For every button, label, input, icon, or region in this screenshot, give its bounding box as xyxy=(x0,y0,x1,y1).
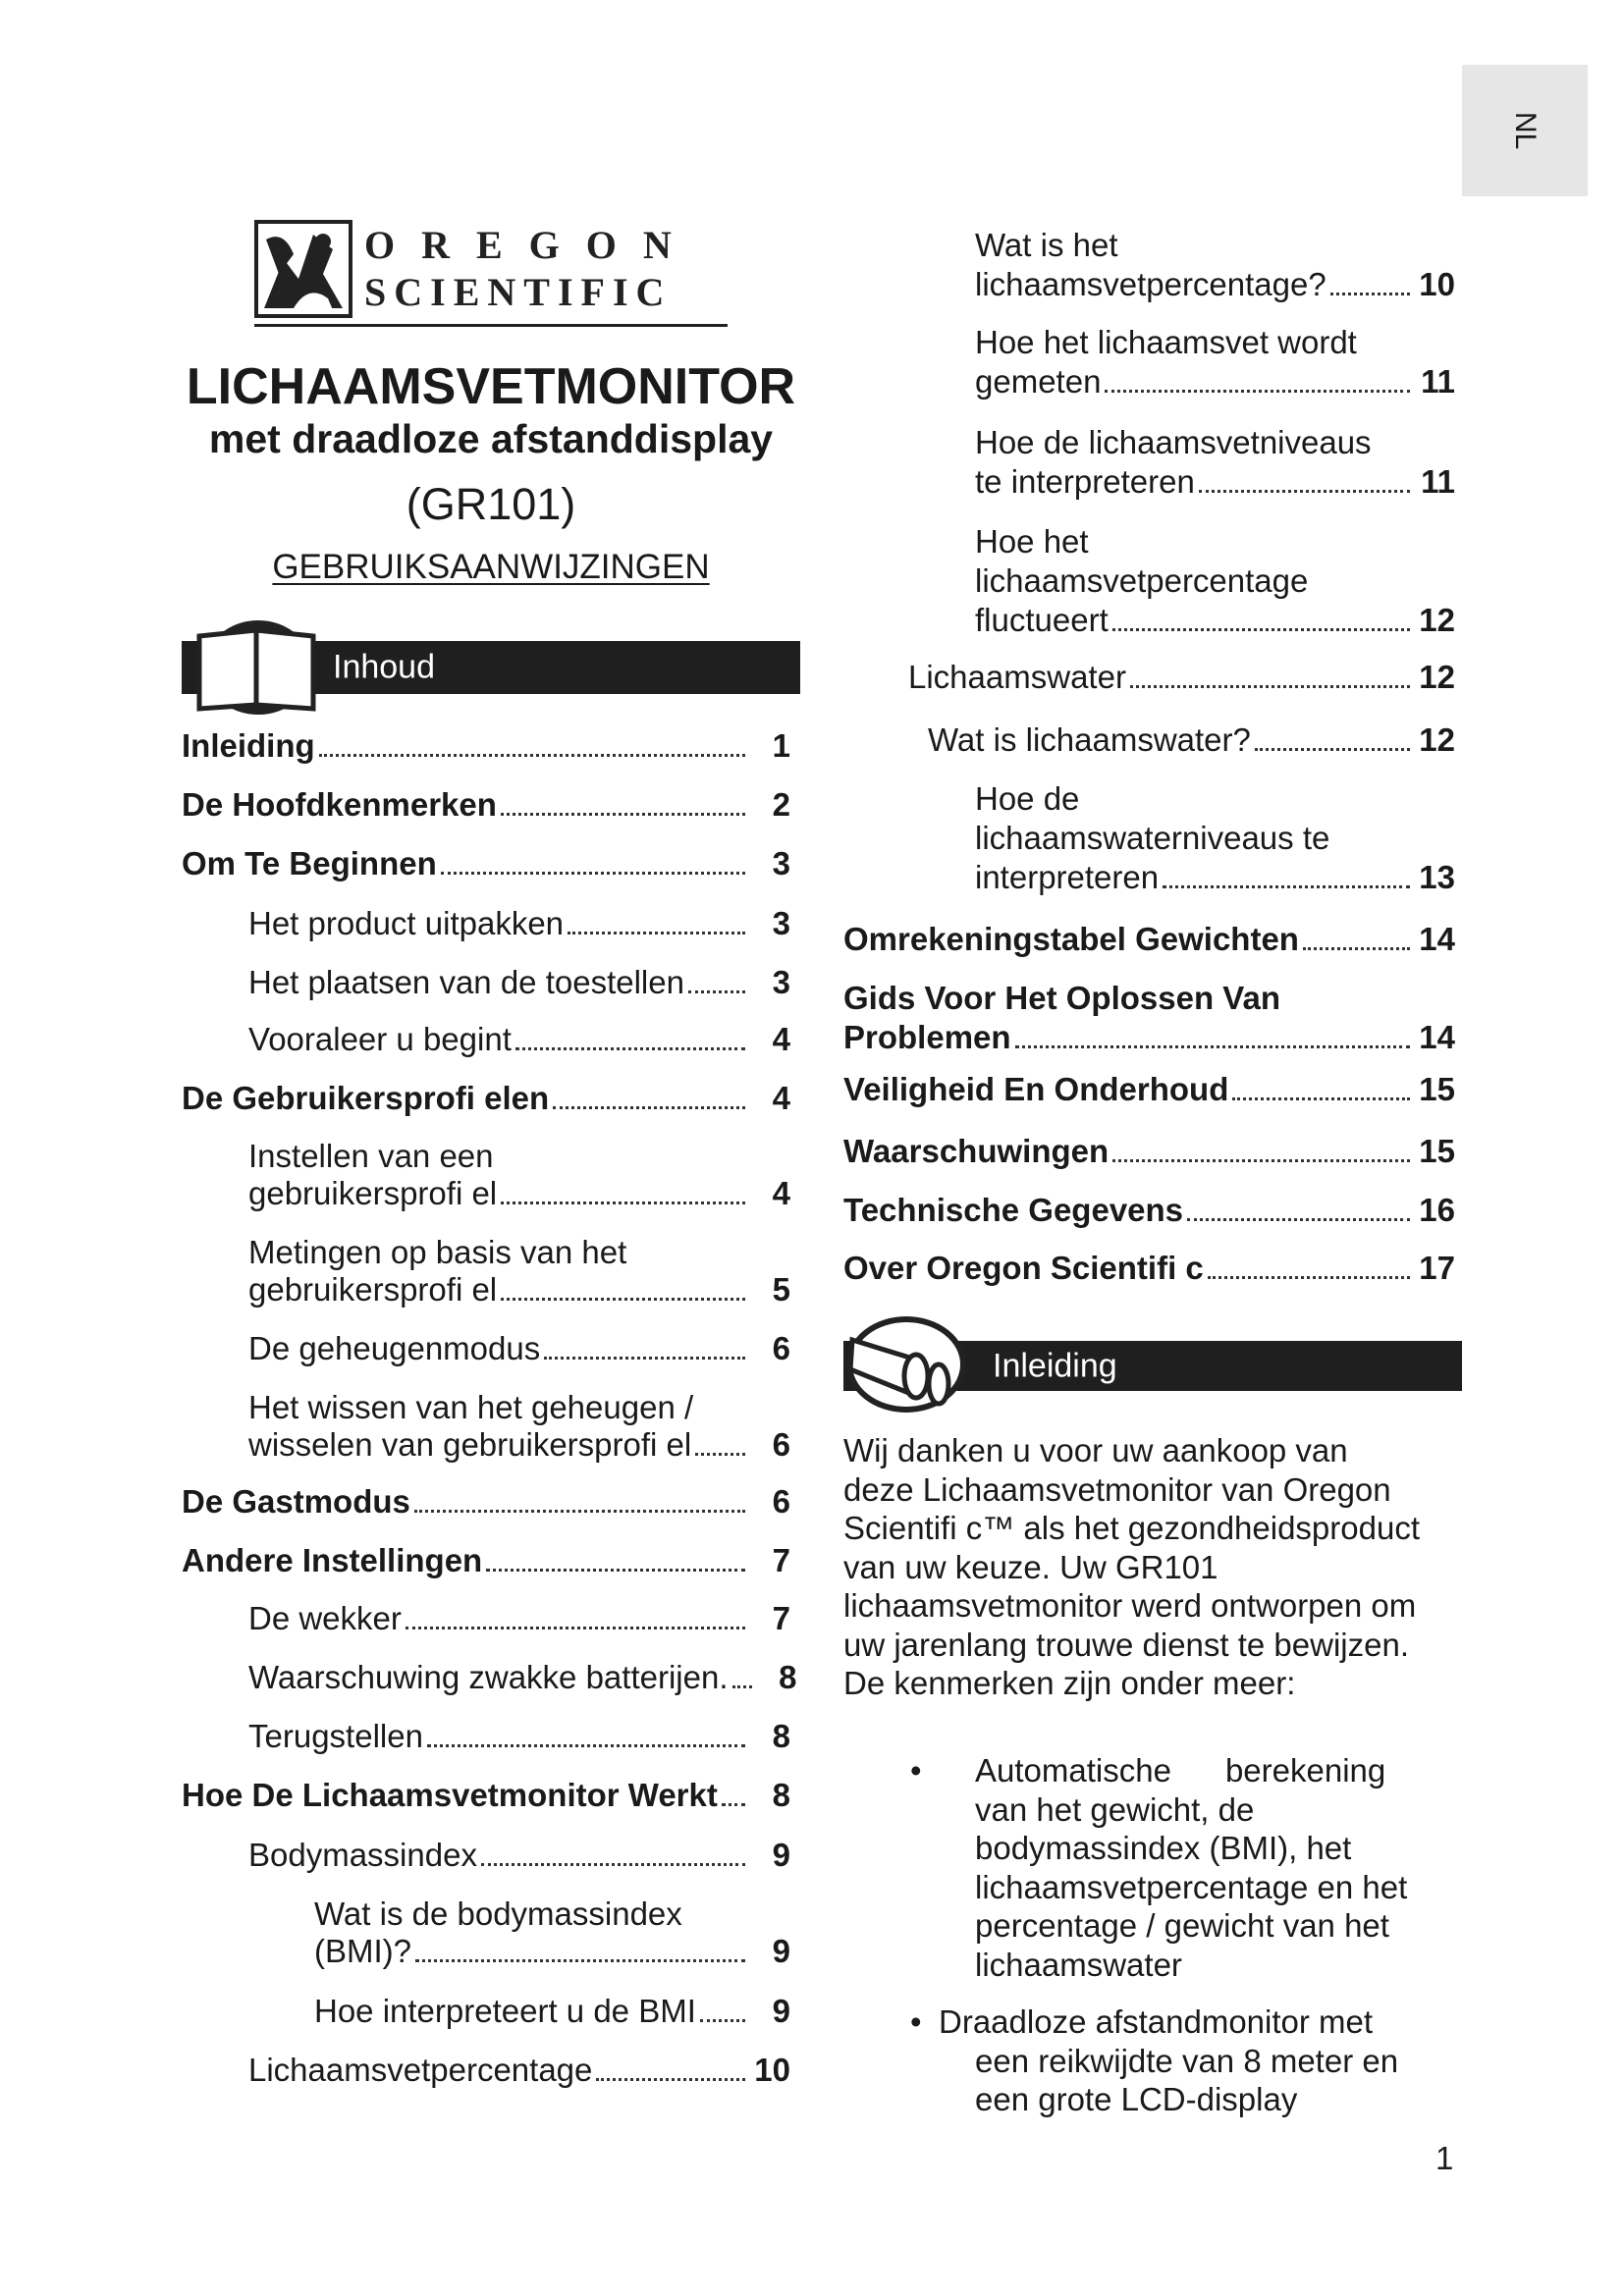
toc-entry-line xyxy=(975,423,1455,462)
toc-entry-line xyxy=(248,1718,790,1755)
toc-entry-label: fluctueert xyxy=(975,602,1109,638)
toc-entry-label: Hoe De Lichaamsvetmonitor Werkt xyxy=(182,1777,718,1813)
toc-entry[interactable] xyxy=(843,1191,1455,1230)
toc-entry-line xyxy=(314,1896,790,1933)
toc-entry[interactable] xyxy=(314,1993,790,2030)
toc-entry-line xyxy=(975,819,1455,858)
toc-entry-line xyxy=(843,1132,1455,1171)
page-number: 1 xyxy=(1435,2140,1454,2176)
dot-leader xyxy=(568,932,745,934)
dot-leader xyxy=(501,813,745,816)
dot-leader xyxy=(481,1863,745,1866)
toc-entry[interactable] xyxy=(975,779,1455,897)
toc-entry[interactable] xyxy=(248,1659,797,1696)
dot-leader xyxy=(1187,1218,1410,1221)
dot-leader xyxy=(501,1201,745,1204)
toc-entry[interactable] xyxy=(975,423,1455,502)
toc-entry-line xyxy=(248,1175,790,1212)
dot-leader xyxy=(695,1453,745,1456)
manual-label: GEBRUIKSAANWIJZINGEN xyxy=(272,548,710,586)
logo-line-2: SCIENTIFIC xyxy=(364,270,673,314)
toc-entry[interactable] xyxy=(975,323,1455,401)
toc-entry-label: Het product uitpakken xyxy=(248,905,565,941)
dot-leader xyxy=(441,872,745,875)
toc-entry-label: Vooraleer u begint xyxy=(248,1021,512,1057)
toc-entry-label: (BMI)? xyxy=(314,1933,411,1969)
dot-leader xyxy=(553,1106,745,1109)
intro-paragraph xyxy=(843,1431,1472,1703)
intro-heading: Inleiding xyxy=(993,1347,1117,1384)
toc-entry-line xyxy=(975,858,1455,897)
toc-entry-label: Technische Gegevens xyxy=(843,1192,1184,1228)
toc-entry-line xyxy=(314,1933,790,1970)
dot-leader xyxy=(732,1685,752,1688)
toc-entry-line xyxy=(182,1080,790,1117)
toc-entry[interactable] xyxy=(843,1070,1455,1109)
toc-entry[interactable] xyxy=(314,1896,790,1970)
dot-leader xyxy=(596,2078,745,2081)
toc-entry-label: Hoe interpreteert u de BMI xyxy=(314,1993,696,2029)
intro-line: Wij danken u voor uw aankoop van xyxy=(843,1432,1348,1468)
dot-leader xyxy=(1105,390,1410,393)
toc-entry-label: De wekker xyxy=(248,1600,402,1636)
toc-entry[interactable] xyxy=(182,727,790,765)
dot-leader xyxy=(1130,685,1410,688)
toc-entry-line xyxy=(975,779,1455,819)
toc-entry-label: Waarschuwingen xyxy=(843,1133,1110,1169)
toc-entry-line xyxy=(182,786,790,824)
toc-entry-line xyxy=(182,1483,790,1521)
toc-entry-label: Hoe de xyxy=(975,780,1080,817)
toc-page-number: 11 xyxy=(1421,363,1455,400)
toc-entry[interactable] xyxy=(248,1234,790,1308)
model-number: (GR101) xyxy=(406,479,576,529)
toc-entry-label: De Gebruikersprofi elen xyxy=(182,1080,550,1116)
dot-leader xyxy=(1199,490,1410,493)
toc-entry-label: Veiligheid En Onderhoud xyxy=(843,1071,1229,1107)
toc-entry-label: interpreteren xyxy=(975,859,1160,895)
toc-entry[interactable] xyxy=(182,1080,790,1117)
logo-emblem-icon xyxy=(254,220,352,318)
toc-entry[interactable] xyxy=(248,964,790,1001)
toc-entry[interactable] xyxy=(975,226,1455,304)
toc-entry[interactable] xyxy=(908,658,1455,697)
toc-entry-label: Omrekeningstabel Gewichten xyxy=(843,921,1299,957)
toc-entry-label: Het wissen van het geheugen / xyxy=(248,1389,694,1425)
toc-entry[interactable] xyxy=(248,1389,790,1464)
toc-entry-label: Bodymassindex xyxy=(248,1837,477,1873)
toc-entry-label: te interpreteren xyxy=(975,463,1195,500)
toc-page-number: 11 xyxy=(1421,463,1455,500)
toc-entry-label: Hoe het lichaamsvet wordt xyxy=(975,324,1357,360)
toc-entry-line xyxy=(182,1777,790,1814)
toc-entry-line xyxy=(908,658,1455,697)
toc-page-number: 6 xyxy=(772,1330,790,1366)
dot-leader xyxy=(515,1047,745,1050)
toc-page-number: 4 xyxy=(772,1021,790,1057)
intro-line: deze Lichaamsvetmonitor van Oregon xyxy=(843,1470,1391,1508)
toc-entry[interactable] xyxy=(182,1777,790,1814)
dot-leader xyxy=(414,1510,745,1513)
toc-page-number: 12 xyxy=(1419,602,1455,638)
toc-entry-line xyxy=(843,1249,1455,1288)
dot-leader xyxy=(1330,293,1410,295)
intro-line: lichaamsvetmonitor werd ontworpen om xyxy=(843,1587,1417,1624)
feature-line: lichaamswater xyxy=(975,1946,1182,1983)
toc-page-number: 8 xyxy=(772,1718,790,1754)
toc-entry-line xyxy=(843,979,1455,1018)
toc-entry-line xyxy=(248,1138,790,1175)
toc-entry[interactable] xyxy=(182,786,790,824)
toc-entry-line xyxy=(975,522,1455,561)
toc-entry-line xyxy=(248,1021,790,1058)
toc-entry-line xyxy=(843,1018,1455,1057)
toc-entry-label: Waarschuwing zwakke batterijen. xyxy=(248,1659,729,1695)
toc-entry[interactable] xyxy=(248,2052,790,2089)
intro-line: uw jarenlang trouwe dienst te bewijzen. xyxy=(843,1626,1410,1663)
feature-line: bodymassindex (BMI), het xyxy=(975,1830,1352,1866)
toc-entry-label: Terugstellen xyxy=(248,1718,423,1754)
dot-leader xyxy=(1232,1097,1410,1100)
toc-heading: Inhoud xyxy=(333,648,435,686)
toc-entry[interactable] xyxy=(248,1837,790,1874)
toc-entry[interactable] xyxy=(843,1132,1455,1171)
dot-leader xyxy=(1112,628,1410,631)
toc-entry-line xyxy=(975,362,1455,401)
toc-page-number: 10 xyxy=(1419,266,1455,302)
feature-line: een reikwijdte van 8 meter en xyxy=(975,2042,1399,2079)
toc-entry-label: Metingen op basis van het xyxy=(248,1234,627,1270)
logo-underline xyxy=(254,324,728,327)
toc-entry-label: Lichaamswater xyxy=(908,659,1126,695)
dot-leader xyxy=(1163,885,1410,888)
toc-entry-label: Gids Voor Het Oplossen Van xyxy=(843,980,1280,1016)
toc-entry-label: lichaamsvetpercentage? xyxy=(975,266,1326,302)
toc-entry-line xyxy=(248,2052,790,2089)
toc-entry-label: Instellen van een xyxy=(248,1138,494,1174)
toc-entry-line xyxy=(248,905,790,942)
oregon-scientific-logo xyxy=(254,220,728,330)
toc-page-number: 3 xyxy=(772,845,790,881)
toc-page-number: 10 xyxy=(754,2052,790,2088)
dot-leader xyxy=(486,1569,745,1572)
toc-entry-line xyxy=(248,1271,790,1308)
toc-entry-line xyxy=(843,920,1455,959)
dot-leader xyxy=(1255,748,1410,751)
toc-page-number: 7 xyxy=(772,1600,790,1636)
toc-page-number: 15 xyxy=(1419,1071,1455,1107)
toc-entry-line xyxy=(248,1389,790,1426)
intro-line: De kenmerken zijn onder meer: xyxy=(843,1665,1296,1701)
toc-entry-line xyxy=(248,964,790,1001)
feature-item xyxy=(910,1751,1466,1984)
toc-page-number: 8 xyxy=(772,1777,790,1813)
toc-entry-label: De Gastmodus xyxy=(182,1483,410,1520)
dot-leader xyxy=(406,1627,745,1629)
toc-entry-line xyxy=(975,561,1455,601)
feature-line: lichaamsvetpercentage en het xyxy=(975,1868,1408,1905)
toc-entry-line xyxy=(248,1600,790,1637)
dot-leader xyxy=(700,2019,745,2022)
toc-entry-label: Hoe het xyxy=(975,523,1089,560)
toc-page-number: 6 xyxy=(772,1483,790,1520)
toc-page-number: 13 xyxy=(1419,859,1455,895)
toc-entry-label: lichaamsvetpercentage xyxy=(975,562,1309,599)
dot-leader xyxy=(1112,1159,1410,1162)
toc-page-number: 4 xyxy=(772,1175,790,1211)
toc-entry-label: gemeten xyxy=(975,363,1102,400)
toc-entry-line xyxy=(975,265,1455,304)
toc-entry-line xyxy=(248,1234,790,1271)
dot-leader xyxy=(415,1959,745,1962)
intro-line: Scientifi c™ als het gezondheidsproduct xyxy=(843,1510,1421,1546)
dot-leader xyxy=(1303,947,1410,950)
toc-entry-line xyxy=(314,1993,790,2030)
toc-page-number: 7 xyxy=(772,1542,790,1578)
toc-entry-line xyxy=(975,323,1455,362)
dot-leader xyxy=(319,754,745,757)
toc-page-number: 2 xyxy=(772,786,790,823)
toc-page-number: 15 xyxy=(1419,1133,1455,1169)
toc-entry-label: Wat is het xyxy=(975,227,1118,263)
toc-entry[interactable] xyxy=(248,1600,790,1637)
toc-entry[interactable] xyxy=(248,1718,790,1755)
toc-entry-label: De Hoofdkenmerken xyxy=(182,786,497,823)
toc-entry[interactable] xyxy=(248,905,790,942)
toc-page-number: 9 xyxy=(772,1933,790,1969)
toc-entry[interactable] xyxy=(248,1330,790,1367)
toc-entry-line xyxy=(928,721,1455,760)
toc-page-number: 6 xyxy=(772,1426,790,1463)
document-title: LICHAAMSVETMONITOR xyxy=(186,358,796,415)
toc-page-number: 3 xyxy=(772,905,790,941)
bullet-icon: • xyxy=(910,2003,922,2040)
dot-leader xyxy=(1015,1045,1410,1048)
toc-page-number: 4 xyxy=(772,1080,790,1116)
intro-line: van uw keuze. Uw GR101 xyxy=(843,1548,1218,1585)
toc-entry-label: Hoe de lichaamsvetniveaus xyxy=(975,424,1372,460)
toc-entry-label: De geheugenmodus xyxy=(248,1330,541,1366)
toc-entry-label: Wat is lichaamswater? xyxy=(928,721,1251,758)
toc-entry[interactable] xyxy=(843,920,1455,959)
feature-line: Draadloze afstandmonitor met xyxy=(939,2003,1374,2040)
toc-entry[interactable] xyxy=(843,1249,1455,1288)
toc-entry-line xyxy=(248,1659,797,1696)
logo-line-1: OREGON xyxy=(364,223,698,267)
toc-page-number: 5 xyxy=(772,1271,790,1308)
toc-entry-line xyxy=(248,1330,790,1367)
feature-item xyxy=(910,2002,1466,2119)
toc-page-number: 14 xyxy=(1419,921,1455,957)
toc-page-number: 14 xyxy=(1419,1019,1455,1055)
toc-entry-label: Andere Instellingen xyxy=(182,1542,483,1578)
toc-entry-line xyxy=(975,601,1455,640)
feature-line: Automatische berekening xyxy=(975,1752,1386,1789)
toc-page-number: 12 xyxy=(1419,721,1455,758)
toc-entry-label: Lichaamsvetpercentage xyxy=(248,2052,593,2088)
toc-entry[interactable] xyxy=(975,522,1455,640)
dot-leader xyxy=(501,1298,745,1301)
toc-entry-line xyxy=(248,1837,790,1874)
toc-entry-line xyxy=(182,845,790,882)
toc-entry[interactable] xyxy=(182,1483,790,1521)
dot-leader xyxy=(427,1744,745,1747)
toc-entry-label: Problemen xyxy=(843,1019,1011,1055)
toc-page-number: 8 xyxy=(779,1659,797,1695)
feature-line: percentage / gewicht van het xyxy=(975,1907,1389,1944)
toc-entry-label: Om Te Beginnen xyxy=(182,845,437,881)
toc-entry-line xyxy=(843,1191,1455,1230)
toc-entry-line xyxy=(843,1070,1455,1109)
toc-entry[interactable] xyxy=(248,1138,790,1212)
toc-entry-line xyxy=(248,1426,790,1464)
toc-entry-label: Wat is de bodymassindex xyxy=(314,1896,682,1932)
book-icon xyxy=(180,618,317,717)
toc-entry-label: wisselen van gebruikersprofi el xyxy=(248,1426,692,1463)
dot-leader xyxy=(1208,1276,1410,1279)
toc-entry-line xyxy=(975,226,1455,265)
toc-entry-label: Over Oregon Scientifi c xyxy=(843,1250,1204,1286)
toc-page-number: 16 xyxy=(1419,1192,1455,1228)
dot-leader xyxy=(722,1803,745,1806)
toc-entry[interactable] xyxy=(843,979,1455,1057)
toc-entry-label: Het plaatsen van de toestellen xyxy=(248,964,684,1000)
toc-entry[interactable] xyxy=(182,1542,790,1579)
dot-leader xyxy=(688,990,745,993)
toc-entry[interactable] xyxy=(928,721,1455,760)
toc-page-number: 9 xyxy=(772,1993,790,2029)
feature-line: een grote LCD-display xyxy=(975,2081,1298,2117)
language-tab xyxy=(1462,65,1588,196)
toc-entry-line xyxy=(975,462,1455,502)
dot-leader xyxy=(544,1357,745,1360)
language-tab-label: NL xyxy=(1509,111,1542,150)
bullet-icon: • xyxy=(910,1752,922,1789)
toc-page-number: 9 xyxy=(772,1837,790,1873)
toc-page-number: 12 xyxy=(1419,659,1455,695)
toc-page-number: 17 xyxy=(1419,1250,1455,1286)
document-subtitle: met draadloze afstanddisplay xyxy=(208,416,774,461)
toc-entry-label: gebruikersprofi el xyxy=(248,1175,498,1211)
toc-page-number: 3 xyxy=(772,964,790,1000)
toc-entry-line xyxy=(182,1542,790,1579)
toc-entry-line xyxy=(182,727,790,765)
toc-entry-label: Inleiding xyxy=(182,727,315,764)
toc-page-number: 1 xyxy=(772,727,790,764)
toc-entry-label: gebruikersprofi el xyxy=(248,1271,498,1308)
toc-entry[interactable] xyxy=(182,845,790,882)
toc-entry[interactable] xyxy=(248,1021,790,1058)
toc-entry-label: lichaamswaterniveaus te xyxy=(975,820,1330,856)
lens-icon xyxy=(842,1315,980,1414)
feature-line: van het gewicht, de xyxy=(975,1790,1255,1828)
